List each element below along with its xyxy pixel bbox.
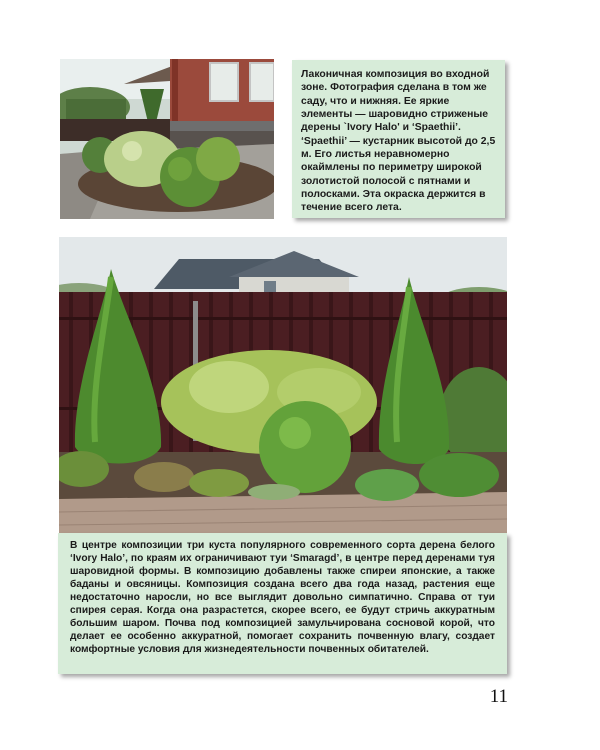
- photo-fence-composition: [59, 237, 507, 534]
- bottom-caption-box: [58, 533, 507, 674]
- photo-entrance-composition: [60, 59, 274, 219]
- top-caption-text: Лаконичная композиция во входной зоне. Фотография сделана в том же саду, что и нижняя. Ее яркие элементы — шаровидно стриженые дерены `Ivory Halo' и ‘Spaethii’. ‘Spaethii’ — кустарник высотой до 2,5 м. Его листья неравномерно окаймлены по периметру широкой золотистой полосой с пятнами и полосками. Эта окраска держится в течение всего лета.: [301, 69, 496, 214]
- page-number: 11: [489, 686, 508, 707]
- bottom-caption-text: В центре композиции три куста популярного современного сорта дерена белого ‘Ivory Halo’, по краям их ограничивают туи ‘Smaragd’, в центре перед деренами туя шаровидной формы. В композицию добавлены также спиреи японские, а также баданы и овсяницы. Композиция создана всего два года назад, растения еще недостаточно наросли, но все выглядит довольно симпатично. Справа от туи спирея серая. Когда она разрастется, скорее всего, ее будут стричь аккуратным большим шаром. Почва под композицией замульчирована сосновой корой, что делает ее особенно аккуратной, помогает сохранить почвенную влагу, создает комфортные условия для жизнедеятельности почвенных обитателей.: [70, 540, 495, 656]
- top-caption-box: [292, 60, 505, 218]
